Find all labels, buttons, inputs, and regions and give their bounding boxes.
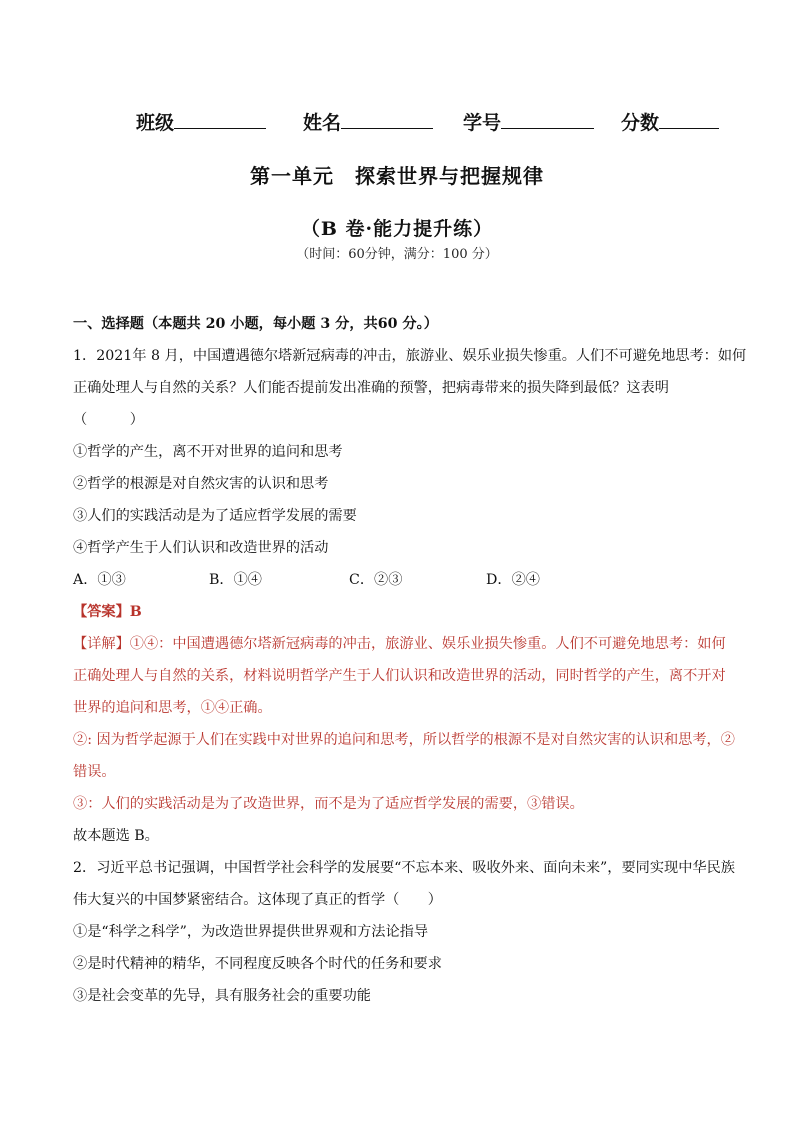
class-blank[interactable] (174, 110, 266, 129)
score-blank[interactable] (659, 110, 719, 129)
q1-stem-line: 1．2021年 8 月，中国遭遇德尔塔新冠病毒的冲击，旅游业、娱乐业损失惨重。人们不可避免地思考：如何 (73, 348, 747, 364)
q1-stem-line: （ ） (73, 412, 144, 428)
q2-statement: ②是时代精神的精华，不同程度反映各个时代的任务和要求 (73, 956, 442, 972)
q1-statement: ①哲学的产生，离不开对世界的追问和思考 (73, 444, 343, 460)
class-label: 班级 (136, 112, 175, 134)
q2-statement: ①是“科学之科学”，为改造世界提供世界观和方法论指导 (73, 924, 429, 940)
score-label: 分数 (621, 112, 660, 134)
q1-option-a[interactable]: A．①③ (73, 572, 126, 588)
q1-options (73, 569, 733, 589)
q1-stem-line: 正确处理人与自然的关系？人们能否提前发出准确的预警，把病毒带来的损失降到最低？这表明 (73, 380, 669, 396)
student-number-blank[interactable] (501, 110, 594, 129)
q1-option-d[interactable]: D．②④ (486, 572, 540, 588)
q1-statement: ④哲学产生于人们认识和改造世界的活动 (73, 540, 329, 556)
student-number-label: 学号 (463, 112, 502, 134)
score-field[interactable] (621, 108, 719, 135)
name-field[interactable] (303, 108, 433, 135)
q1-statement: ②哲学的根源是对自然灾害的认识和思考 (73, 476, 329, 492)
name-blank[interactable] (341, 110, 433, 129)
class-field[interactable] (136, 108, 266, 135)
q1-explanation-line: 正确处理人与自然的关系，材料说明哲学产生于人们认识和改造世界的活动，同时哲学的产生，离不开对 (73, 668, 726, 684)
q1-explanation-line: 错误。 (73, 764, 116, 780)
q1-explanation-line: 【详解】①④：中国遭遇德尔塔新冠病毒的冲击，旅游业、娱乐业损失惨重。人们不可避免地思考：如何 (73, 636, 726, 652)
q1-conclusion: 故本题选 B。 (73, 828, 159, 844)
q1-explanation-line: 世界的追问和思考，①④正确。 (73, 700, 272, 716)
q2-statement: ③是社会变革的先导，具有服务社会的重要功能 (73, 988, 371, 1004)
q1-explanation-line: ③：人们的实践活动是为了改造世界，而不是为了适应哲学发展的需要，③错误。 (73, 796, 584, 812)
name-label: 姓名 (303, 112, 342, 134)
q1-answer: 【答案】B (73, 604, 142, 620)
section-heading: 一、选择题（本题共 20 小题，每小题 3 分，共60 分。） (73, 316, 438, 332)
q1-option-c[interactable]: C．②③ (349, 572, 403, 588)
exam-time-info: （时间：60分钟，满分：100 分） (296, 247, 498, 262)
q1-statement: ③人们的实践活动是为了适应哲学发展的需要 (73, 508, 357, 524)
q2-stem-line: 2．习近平总书记强调，中国哲学社会科学的发展要“不忘本来、吸收外来、面向未来”，要同实现中华民族 (73, 860, 735, 876)
page-title: 第一单元 探索世界与把握规律 (250, 164, 544, 188)
q2-stem-line: 伟大复兴的中国梦紧密结合。这体现了真正的哲学（ ） (73, 892, 442, 908)
q1-option-b[interactable]: B．①④ (209, 572, 262, 588)
q1-explanation-line: ②: 因为哲学起源于人们在实践中对世界的追问和思考，所以哲学的根源不是对自然灾害的认识和思考，② (73, 732, 735, 748)
student-number-field[interactable] (463, 108, 594, 135)
page-subtitle: （B 卷·能力提升练） (300, 218, 494, 240)
